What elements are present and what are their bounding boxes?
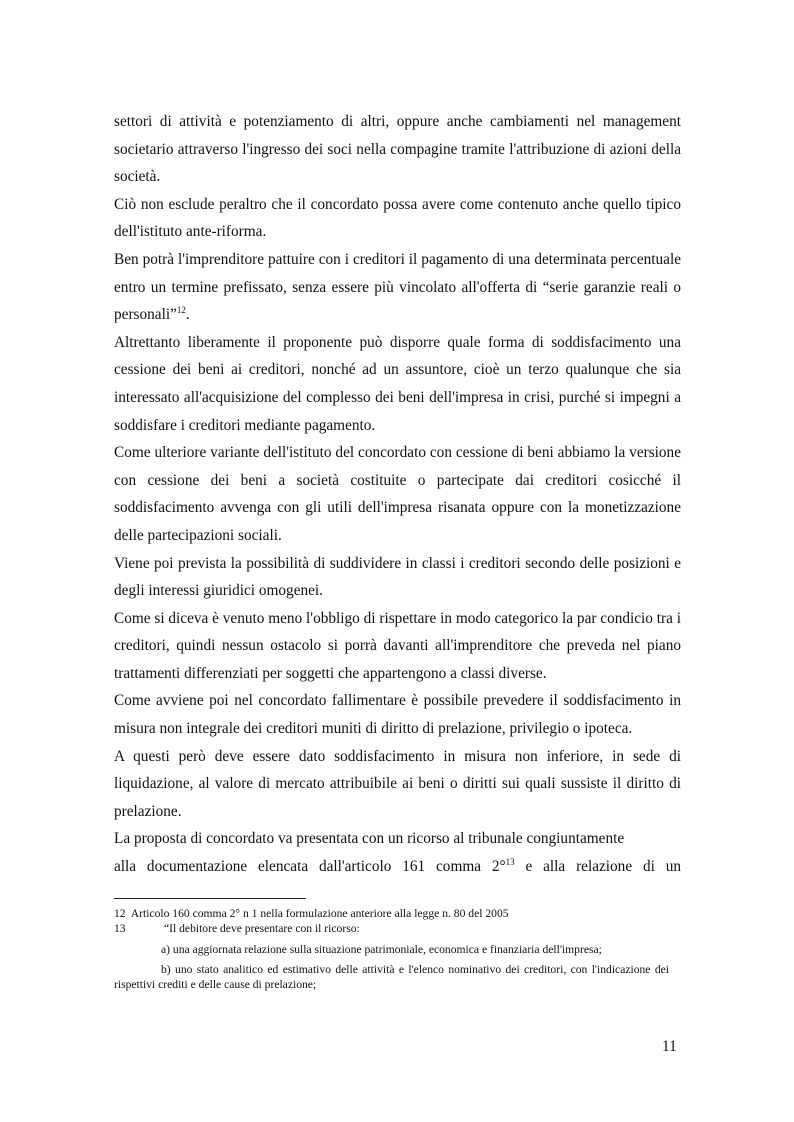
footnote-12 — [114, 906, 681, 921]
footnote-number: 12 — [114, 907, 126, 920]
footnotes — [114, 906, 681, 992]
footnote-13 — [114, 921, 681, 936]
paragraph-text: Ben potrà l'imprenditore pattuire con i creditori il pagamento di una determinata percentuale entro un termine prefissato, senza essere più vincolato all'offerta di “serie garanzie reali o personali” — [114, 250, 681, 324]
paragraph: A questi però deve essere dato soddisfacimento in misura non inferiore, in sede di liquidazione, al valore di mercato attribuibile ai beni o diritti sui quali sussiste il diritto di prelazione. — [114, 747, 681, 820]
footnote-ref-13[interactable]: 13 — [505, 857, 515, 868]
body-text — [114, 108, 681, 881]
paragraph: La proposta di concordato va presentata con un ricorso al tribunale congiuntamente — [114, 830, 625, 848]
paragraph: Come avviene poi nel concordato fallimentare è possibile prevedere il soddisfacimento in misura non integrale dei creditori muniti di diritto di prelazione, privilegio o ipoteca. — [114, 692, 681, 738]
footnote-text: “Il debitore deve presentare con il ricorso: — [164, 922, 360, 935]
footnote-item-b — [114, 962, 681, 992]
footnote-item-b-text: b) uno stato analitico ed estimativo delle attività e l'elenco nominativo dei creditori, con l'indicazione dei — [161, 963, 669, 976]
paragraph: Come ulteriore variante dell'istituto del concordato con cessione di beni abbiamo la versione con cessione dei beni a società costituite o partecipate dai creditori cosicché il soddisfacimento avvenga con gli utili dell'impresa risanata oppure con la monetizzazione delle partecipazioni sociali. — [114, 444, 681, 544]
footnote-separator — [114, 898, 306, 899]
footnote-text: Articolo 160 comma 2° n 1 nella formulazione anteriore alla legge n. 80 del 2005 — [130, 907, 509, 920]
paragraph-text: alla documentazione elencata dall'articolo 161 comma 2° — [114, 858, 506, 876]
document-page — [114, 108, 681, 881]
paragraph: Viene poi prevista la possibilità di suddividere in classi i creditori secondo delle posizioni e degli interessi giuridici omogenei. — [114, 554, 681, 600]
paragraph-end: e alla relazione di un — [514, 858, 682, 876]
paragraph-end: . — [185, 306, 190, 324]
footnote-ref-12[interactable]: 12 — [176, 305, 186, 316]
footnote-item-b-text-cont: rispettivi crediti e delle cause di prelazione; — [114, 978, 317, 991]
footnote-number: 13 — [114, 922, 126, 935]
paragraph — [114, 246, 681, 329]
paragraph: Come si diceva è venuto meno l'obbligo di rispettare in modo categorico la par condicio tra i creditori, quindi nessun ostacolo si porrà davanti all'imprenditore che preveda nel piano trattamenti differenziati per soggetti che appartengono a classi diverse. — [114, 609, 681, 682]
paragraph — [114, 853, 681, 881]
footnote-item-a: a) una aggiornata relazione sulla situazione patrimoniale, economica e finanziaria dell'impresa; — [161, 943, 602, 956]
page-number: 11 — [662, 1038, 677, 1055]
paragraph: settori di attività e potenziamento di altri, oppure anche cambiamenti nel management societario attraverso l'ingresso dei soci nella compagine tramite l'attribuzione di azioni della società. — [114, 113, 681, 186]
paragraph: Altrettanto liberamente il proponente può disporre quale forma di soddisfacimento una cessione dei beni ai creditori, nonché ad un assuntore, cioè un terzo qualunque che sia interessato all'acquisizione del complesso dei beni dell'impresa in crisi, purché si impegni a soddisfare i creditori mediante pagamento. — [114, 333, 681, 434]
paragraph: Ciò non esclude peraltro che il concordato possa avere come contenuto anche quello tipico dell'istituto ante-riforma. — [114, 195, 681, 241]
